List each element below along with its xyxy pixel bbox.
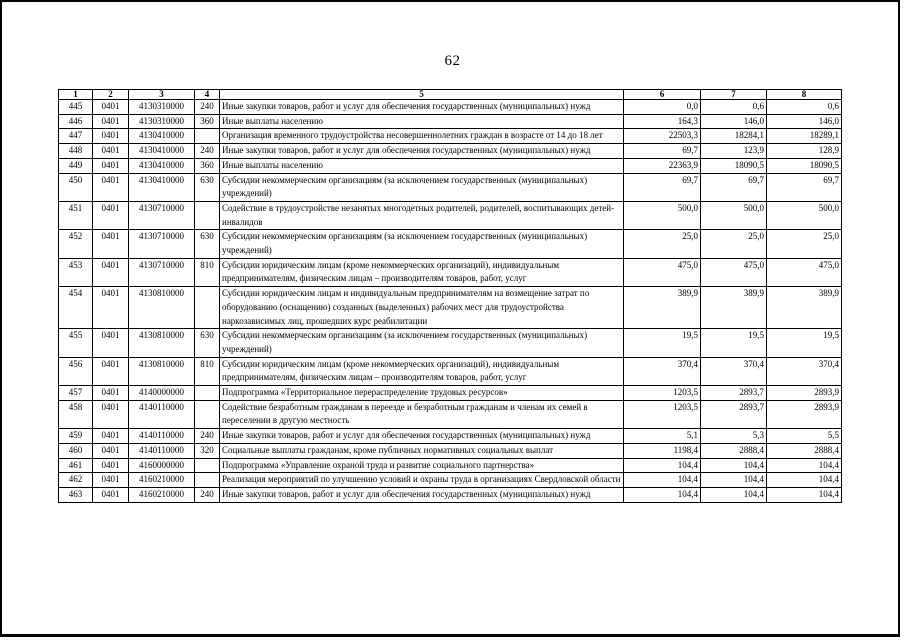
amount-col6-cell: 104,4 — [624, 487, 701, 502]
table-row — [59, 114, 842, 129]
table-body — [59, 100, 842, 503]
expense-type-cell: 240 — [195, 429, 220, 444]
row-number-cell: 463 — [59, 487, 93, 502]
section-code-cell: 0401 — [93, 144, 129, 159]
expense-type-cell: 240 — [195, 144, 220, 159]
amount-col7-cell: 2893,7 — [701, 400, 767, 428]
target-code-cell: 4130710000 — [129, 230, 195, 258]
table-row — [59, 287, 842, 329]
section-code-cell: 0401 — [93, 258, 129, 286]
expense-type-cell — [195, 473, 220, 488]
section-code-cell: 0401 — [93, 158, 129, 173]
expense-type-cell: 630 — [195, 173, 220, 201]
amount-col8-cell: 19,5 — [767, 329, 842, 357]
col-header: 4 — [195, 90, 220, 100]
amount-col8-cell: 146,0 — [767, 114, 842, 129]
target-code-cell: 4130810000 — [129, 357, 195, 385]
description-cell: Иные выплаты населению — [220, 158, 624, 173]
amount-col8-cell: 104,4 — [767, 458, 842, 473]
amount-col8-cell: 5,5 — [767, 429, 842, 444]
amount-col6-cell: 104,4 — [624, 458, 701, 473]
row-number-cell: 451 — [59, 201, 93, 229]
row-number-cell: 460 — [59, 443, 93, 458]
table-row — [59, 329, 842, 357]
table-row — [59, 443, 842, 458]
amount-col7-cell: 104,4 — [701, 458, 767, 473]
amount-col6-cell: 69,7 — [624, 144, 701, 159]
amount-col8-cell: 500,0 — [767, 201, 842, 229]
col-header: 1 — [59, 90, 93, 100]
section-code-cell: 0401 — [93, 400, 129, 428]
target-code-cell: 4130410000 — [129, 173, 195, 201]
target-code-cell: 4160000000 — [129, 458, 195, 473]
description-cell: Субсидии юридическим лицам (кроме некоммерческих организаций), индивидуальным предпринимателям, физическим лицам – производителям товаров, работ, услуг — [220, 258, 624, 286]
amount-col6-cell: 104,4 — [624, 473, 701, 488]
section-code-cell: 0401 — [93, 357, 129, 385]
expense-type-cell — [195, 458, 220, 473]
section-code-cell: 0401 — [93, 201, 129, 229]
description-cell: Субсидии некоммерческим организациям (за исключением государственных (муниципальных) учреждений) — [220, 173, 624, 201]
table-row — [59, 230, 842, 258]
table-row — [59, 386, 842, 401]
expense-type-cell: 240 — [195, 487, 220, 502]
amount-col7-cell: 500,0 — [701, 201, 767, 229]
table-row — [59, 201, 842, 229]
row-number-cell: 452 — [59, 230, 93, 258]
description-cell: Подпрограмма «Управление охраной труда и развитие социального партнерства» — [220, 458, 624, 473]
amount-col6-cell: 389,9 — [624, 287, 701, 329]
amount-col8-cell: 25,0 — [767, 230, 842, 258]
target-code-cell: 4130310000 — [129, 114, 195, 129]
amount-col8-cell: 18090,5 — [767, 158, 842, 173]
row-number-cell: 446 — [59, 114, 93, 129]
description-cell: Субсидии юридическим лицам и индивидуальным предпринимателям на возмещение затрат по оборудованию (оснащению) созданных (выделенных) рабочих мест для трудоустройства наркозависимых лиц, прошедших курс реабилитации — [220, 287, 624, 329]
page-number: 62 — [444, 53, 461, 69]
amount-col7-cell: 0,6 — [701, 100, 767, 115]
target-code-cell: 4140110000 — [129, 443, 195, 458]
amount-col7-cell: 2893,7 — [701, 386, 767, 401]
row-number-cell: 457 — [59, 386, 93, 401]
description-cell: Социальные выплаты гражданам, кроме публичных нормативных социальных выплат — [220, 443, 624, 458]
expense-type-cell: 810 — [195, 258, 220, 286]
section-code-cell: 0401 — [93, 443, 129, 458]
description-cell: Содействие безработным гражданам в переезде и безработным гражданам и членам их семей в переселении в другую местность — [220, 400, 624, 428]
expense-type-cell: 630 — [195, 329, 220, 357]
amount-col7-cell: 104,4 — [701, 487, 767, 502]
table-row — [59, 458, 842, 473]
target-code-cell: 4130710000 — [129, 258, 195, 286]
table-row — [59, 473, 842, 488]
target-code-cell: 4130310000 — [129, 100, 195, 115]
amount-col7-cell: 475,0 — [701, 258, 767, 286]
description-cell: Субсидии некоммерческим организациям (за исключением государственных (муниципальных) учреждений) — [220, 329, 624, 357]
description-cell: Подпрограмма «Территориальное перераспределение трудовых ресурсов» — [220, 386, 624, 401]
amount-col8-cell: 128,9 — [767, 144, 842, 159]
amount-col8-cell: 475,0 — [767, 258, 842, 286]
section-code-cell: 0401 — [93, 329, 129, 357]
description-cell: Иные закупки товаров, работ и услуг для обеспечения государственных (муниципальных) нужд — [220, 429, 624, 444]
description-cell: Субсидии юридическим лицам (кроме некоммерческих организаций), индивидуальным предпринимателям, физическим лицам – производителям товаров, работ, услуг — [220, 357, 624, 385]
description-cell: Иные закупки товаров, работ и услуг для обеспечения государственных (муниципальных) нужд — [220, 487, 624, 502]
section-code-cell: 0401 — [93, 173, 129, 201]
description-cell: Реализация мероприятий по улучшению условий и охраны труда в организациях Свердловской области — [220, 473, 624, 488]
description-cell: Содействие в трудоустройстве незанятых многодетных родителей, родителей, воспитывающих детей-инвалидов — [220, 201, 624, 229]
amount-col6-cell: 25,0 — [624, 230, 701, 258]
amount-col7-cell: 18090,5 — [701, 158, 767, 173]
target-code-cell: 4130410000 — [129, 158, 195, 173]
section-code-cell: 0401 — [93, 129, 129, 144]
section-code-cell: 0401 — [93, 230, 129, 258]
amount-col6-cell: 164,3 — [624, 114, 701, 129]
col-header: 6 — [624, 90, 701, 100]
table-row — [59, 429, 842, 444]
amount-col8-cell: 2893,9 — [767, 400, 842, 428]
description-cell: Иные закупки товаров, работ и услуг для обеспечения государственных (муниципальных) нужд — [220, 144, 624, 159]
amount-col6-cell: 370,4 — [624, 357, 701, 385]
amount-col6-cell: 22503,3 — [624, 129, 701, 144]
expense-type-cell: 360 — [195, 158, 220, 173]
target-code-cell: 4130710000 — [129, 201, 195, 229]
row-number-cell: 454 — [59, 287, 93, 329]
col-header: 3 — [129, 90, 195, 100]
row-number-cell: 450 — [59, 173, 93, 201]
row-number-cell: 445 — [59, 100, 93, 115]
section-code-cell: 0401 — [93, 287, 129, 329]
amount-col8-cell: 18289,1 — [767, 129, 842, 144]
amount-col8-cell: 389,9 — [767, 287, 842, 329]
row-number-cell: 458 — [59, 400, 93, 428]
table-row — [59, 129, 842, 144]
amount-col7-cell: 389,9 — [701, 287, 767, 329]
description-cell: Субсидии некоммерческим организациям (за исключением государственных (муниципальных) учреждений) — [220, 230, 624, 258]
col-header: 2 — [93, 90, 129, 100]
row-number-cell: 455 — [59, 329, 93, 357]
row-number-cell: 456 — [59, 357, 93, 385]
row-number-cell: 459 — [59, 429, 93, 444]
amount-col7-cell: 123,9 — [701, 144, 767, 159]
target-code-cell: 4130410000 — [129, 144, 195, 159]
table-row — [59, 258, 842, 286]
amount-col8-cell: 0,6 — [767, 100, 842, 115]
amount-col7-cell: 5,3 — [701, 429, 767, 444]
table-row — [59, 100, 842, 115]
amount-col8-cell: 69,7 — [767, 173, 842, 201]
target-code-cell: 4140110000 — [129, 429, 195, 444]
amount-col8-cell: 370,4 — [767, 357, 842, 385]
section-code-cell: 0401 — [93, 458, 129, 473]
expense-type-cell — [195, 287, 220, 329]
target-code-cell: 4130410000 — [129, 129, 195, 144]
row-number-cell: 453 — [59, 258, 93, 286]
section-code-cell: 0401 — [93, 429, 129, 444]
table-row — [59, 487, 842, 502]
table-row — [59, 173, 842, 201]
expense-type-cell: 630 — [195, 230, 220, 258]
expense-type-cell — [195, 129, 220, 144]
col-header: 8 — [767, 90, 842, 100]
amount-col7-cell: 146,0 — [701, 114, 767, 129]
amount-col7-cell: 69,7 — [701, 173, 767, 201]
table-row — [59, 357, 842, 385]
target-code-cell: 4140000000 — [129, 386, 195, 401]
row-number-cell: 462 — [59, 473, 93, 488]
target-code-cell: 4130810000 — [129, 287, 195, 329]
amount-col6-cell: 1203,5 — [624, 386, 701, 401]
row-number-cell: 447 — [59, 129, 93, 144]
expense-type-cell — [195, 386, 220, 401]
header-row — [59, 90, 842, 100]
expense-type-cell: 320 — [195, 443, 220, 458]
target-code-cell: 4130810000 — [129, 329, 195, 357]
amount-col6-cell: 69,7 — [624, 173, 701, 201]
table-row — [59, 400, 842, 428]
amount-col7-cell: 19,5 — [701, 329, 767, 357]
col-header: 7 — [701, 90, 767, 100]
amount-col6-cell: 0,0 — [624, 100, 701, 115]
amount-col7-cell: 104,4 — [701, 473, 767, 488]
amount-col6-cell: 500,0 — [624, 201, 701, 229]
table-row — [59, 158, 842, 173]
section-code-cell: 0401 — [93, 386, 129, 401]
section-code-cell: 0401 — [93, 100, 129, 115]
section-code-cell: 0401 — [93, 487, 129, 502]
amount-col6-cell: 22363,9 — [624, 158, 701, 173]
target-code-cell: 4160210000 — [129, 487, 195, 502]
target-code-cell: 4160210000 — [129, 473, 195, 488]
description-cell: Иные выплаты населению — [220, 114, 624, 129]
col-header: 5 — [220, 90, 624, 100]
amount-col8-cell: 104,4 — [767, 473, 842, 488]
amount-col8-cell: 2893,9 — [767, 386, 842, 401]
row-number-cell: 448 — [59, 144, 93, 159]
amount-col6-cell: 1198,4 — [624, 443, 701, 458]
amount-col7-cell: 18284,1 — [701, 129, 767, 144]
description-cell: Организация временного трудоустройства несовершеннолетних граждан в возрасте от 14 до 18 лет — [220, 129, 624, 144]
expense-type-cell: 240 — [195, 100, 220, 115]
amount-col6-cell: 475,0 — [624, 258, 701, 286]
amount-col8-cell: 2888,4 — [767, 443, 842, 458]
row-number-cell: 461 — [59, 458, 93, 473]
amount-col7-cell: 25,0 — [701, 230, 767, 258]
expense-type-cell: 360 — [195, 114, 220, 129]
expense-type-cell — [195, 400, 220, 428]
amount-col6-cell: 5,1 — [624, 429, 701, 444]
section-code-cell: 0401 — [93, 473, 129, 488]
budget-table — [58, 89, 842, 503]
amount-col6-cell: 1203,5 — [624, 400, 701, 428]
section-code-cell: 0401 — [93, 114, 129, 129]
amount-col6-cell: 19,5 — [624, 329, 701, 357]
row-number-cell: 449 — [59, 158, 93, 173]
description-cell: Иные закупки товаров, работ и услуг для обеспечения государственных (муниципальных) нужд — [220, 100, 624, 115]
target-code-cell: 4140110000 — [129, 400, 195, 428]
amount-col7-cell: 2888,4 — [701, 443, 767, 458]
amount-col7-cell: 370,4 — [701, 357, 767, 385]
expense-type-cell: 810 — [195, 357, 220, 385]
table-row — [59, 144, 842, 159]
amount-col8-cell: 104,4 — [767, 487, 842, 502]
expense-type-cell — [195, 201, 220, 229]
